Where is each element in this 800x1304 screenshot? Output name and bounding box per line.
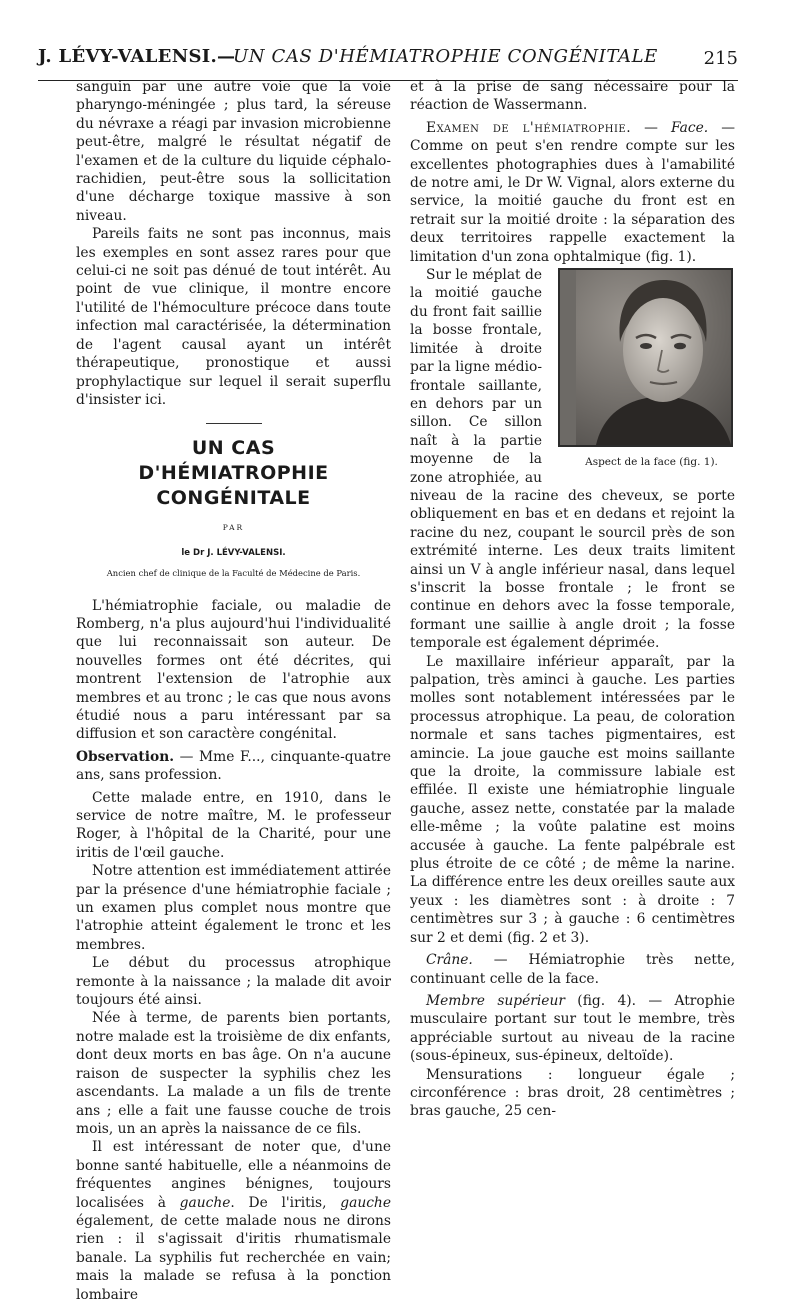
exam-paragraph	[410, 119, 735, 266]
membre-label: Membre supérieur	[426, 992, 565, 1009]
paragraph-text: — Hémiatrophie très nette, continuant celle de la face.	[410, 952, 735, 987]
paragraph-text: Il est intéressant de noter que, d'une bonne santé habituelle, elle a néanmoins de fréquentes angines bénignes, toujours localisées à	[76, 1139, 391, 1211]
membre-paragraph	[410, 992, 735, 1066]
paragraph: Mensurations : longueur égale ; circonférence : bras droit, 28 centimètres ; bras gauche, 25 cen-	[410, 1066, 735, 1120]
paragraph-text: également, de cette malade nous ne dirons rien : il s'agissait d'iritis rhumatismale banale. La syphilis fut recherchée en vain; mais la malade se refusa à la ponction lombaire	[76, 1212, 391, 1303]
italic-word: gauche	[340, 1194, 391, 1211]
paragraph: Cette malade entre, en 1910, dans le service de notre maître, M. le professeur Roger, à l'hôpital de la Charité, pour une iritis de l'œil gauche.	[76, 789, 391, 861]
paragraph: Née à terme, de parents bien portants, notre malade est la troisième de dix enfants, dont deux morts en bas âge. On n'a aucune raison de suspecter la syphilis chez les ascendants. La malade a un fils de trente ans ; elle a fait une fausse couche de trois mois, un an après la naissance de ce fils.	[76, 1010, 391, 1137]
italic-word: gauche	[179, 1194, 231, 1211]
paragraph: Notre attention est immédiatement attirée par la présence d'une hémiatrophie faciale ; un examen plus complet nous montre que l'atrophie atteint également le tronc et les membres.	[76, 863, 391, 953]
paragraph-text: Sur le méplat de la moitié gauche du front fait saillie la bosse frontale, limitée à droite par la ligne médio-frontale saillante, en dehors par un sillon. Ce sillon naît à la partie moyenne de la zone atrophiée, au niveau de la racine des cheveux, se porte obliquement en bas et en dedans et rejoint la racine du nez, coupant le sourcil près de son extrémité interne. Les deux traits limitent ainsi un V à angle inférieur nasal, dans lequel s'inscrit la bosse frontale ; le front se continue en dehors avec la fosse temporale, formant une saillie à angle droit ; la fosse temporale est également déprimée.	[410, 267, 735, 652]
right-column	[410, 78, 735, 1121]
paragraph: L'hémiatrophie faciale, ou maladie de Romberg, n'a plus aujourd'hui l'individualité que lui reconnaissait son auteur. De nouvelles formes ont été décrites, qui montrent l'extension de l'atrophie aux membres et au tronc ; le cas que nous avons étudié nous a paru intéressant par sa diffusion et son caractère congénital.	[76, 597, 391, 743]
crane-label: Crâne.	[426, 952, 473, 969]
figure-caption: Aspect de la face (fig. 1).	[585, 456, 718, 469]
running-head-author: J. LÉVY-VALENSI.—	[38, 46, 236, 67]
paragraph-text: — Comme on peut s'en rendre compte sur les excellentes photographies dues à l'amabilité de notre ami, le Dr W. Vignal, alors externe du service, la moitié gauche du front est en retrait sur la moitié droite : la séparation des deux territoires rappelle exactement la limitation d'un zona ophtalmique (fig. 1).	[410, 119, 735, 265]
paragraph: Le maxillaire inférieur apparaît, par la palpation, très aminci à gauche. Les parties molles sont notablement intéressées par le processus atrophique. La peau, de coloration normale et sans taches pigmentaires, est amincie. La joue gauche est moins saillante que la droite, la commissure labiale est effilée. Il existe une hémiatrophie linguale gauche, assez nette, constatée par la malade elle-même ; la voûte palatine est moins accusée à gauche. La fente palpébrale est plus étroite de ce côté ; de même la narine. La différence entre les deux oreilles saute aux yeux : les diamètres sont : à droite : 7 centimètres sur 3 ; à gauche : 6 centimètres sur 2 et demi (fig. 2 et 3).	[410, 653, 735, 946]
article-author: le Dr J. LÉVY-VALENSI.	[181, 547, 286, 558]
running-head	[38, 40, 738, 81]
article-title-line: UN CAS	[191, 437, 276, 460]
article-title-line: D'HÉMIATROPHIE	[138, 462, 329, 485]
paragraph-text: . De l'iritis,	[230, 1194, 341, 1211]
paragraph	[76, 1138, 391, 1304]
paragraph-with-figure	[410, 266, 735, 653]
author-affiliation: Ancien chef de clinique de la Faculté de Médecine de Paris.	[106, 568, 361, 579]
paragraph: Pareils faits ne sont pas inconnus, mais les exemples en sont assez rares pour que celui-ci ne soit pas dénué de tout intérêt. Au point de vue clinique, il montre encore l'utilité de l'hémoculture précoce dans toute infection mal caractérisée, la détermination de l'agent causal ayant un intérêt thérapeutique, pronostique et aussi prophylactique sur lequel il serait superflu d'insister ici.	[76, 226, 391, 408]
exam-section-label: Examen de l'hémiatrophie.	[426, 119, 632, 136]
dash: —	[631, 119, 671, 136]
observation-label: Observation.	[76, 748, 175, 765]
article-title	[76, 436, 391, 511]
observation-text: — Mme F..., cinquante-quatre ans, sans profession.	[76, 748, 391, 784]
face-label: Face.	[671, 119, 709, 136]
figure-1	[552, 268, 735, 473]
byline-par: PAR	[222, 523, 245, 533]
face-photo-image	[576, 270, 733, 445]
left-column	[76, 78, 391, 1304]
section-divider	[206, 423, 262, 424]
paragraph-continuation: sanguin par une autre voie que la voie pharyngo-méningée ; plus tard, la séreuse du névraxe a réagi par invasion microbienne peut-être, malgré le résultat négatif de l'examen et de la culture du liquide céphalo-rachidien, peut-être sous la sollicitation d'une décharge toxique massive à son niveau.	[76, 79, 391, 224]
paragraph: Le début du processus atrophique remonte à la naissance ; la malade dit avoir toujours été ainsi.	[76, 955, 391, 1009]
paragraph-continuation: et à la prise de sang nécessaire pour la réaction de Wassermann.	[410, 79, 735, 114]
paragraph-text: (fig. 4). — Atrophie musculaire portant sur tout le membre, très appréciable surtout au niveau de la racine (sous-épineux, sus-épineux, deltoïde).	[410, 992, 735, 1065]
running-head-title: UN CAS D'HÉMIATROPHIE CONGÉNITALE	[233, 46, 658, 67]
article-title-line: CONGÉNITALE	[156, 487, 311, 510]
patient-face-photo	[558, 268, 733, 447]
page-number: 215	[703, 48, 738, 69]
crane-paragraph	[410, 951, 735, 988]
observation-paragraph	[76, 748, 391, 785]
